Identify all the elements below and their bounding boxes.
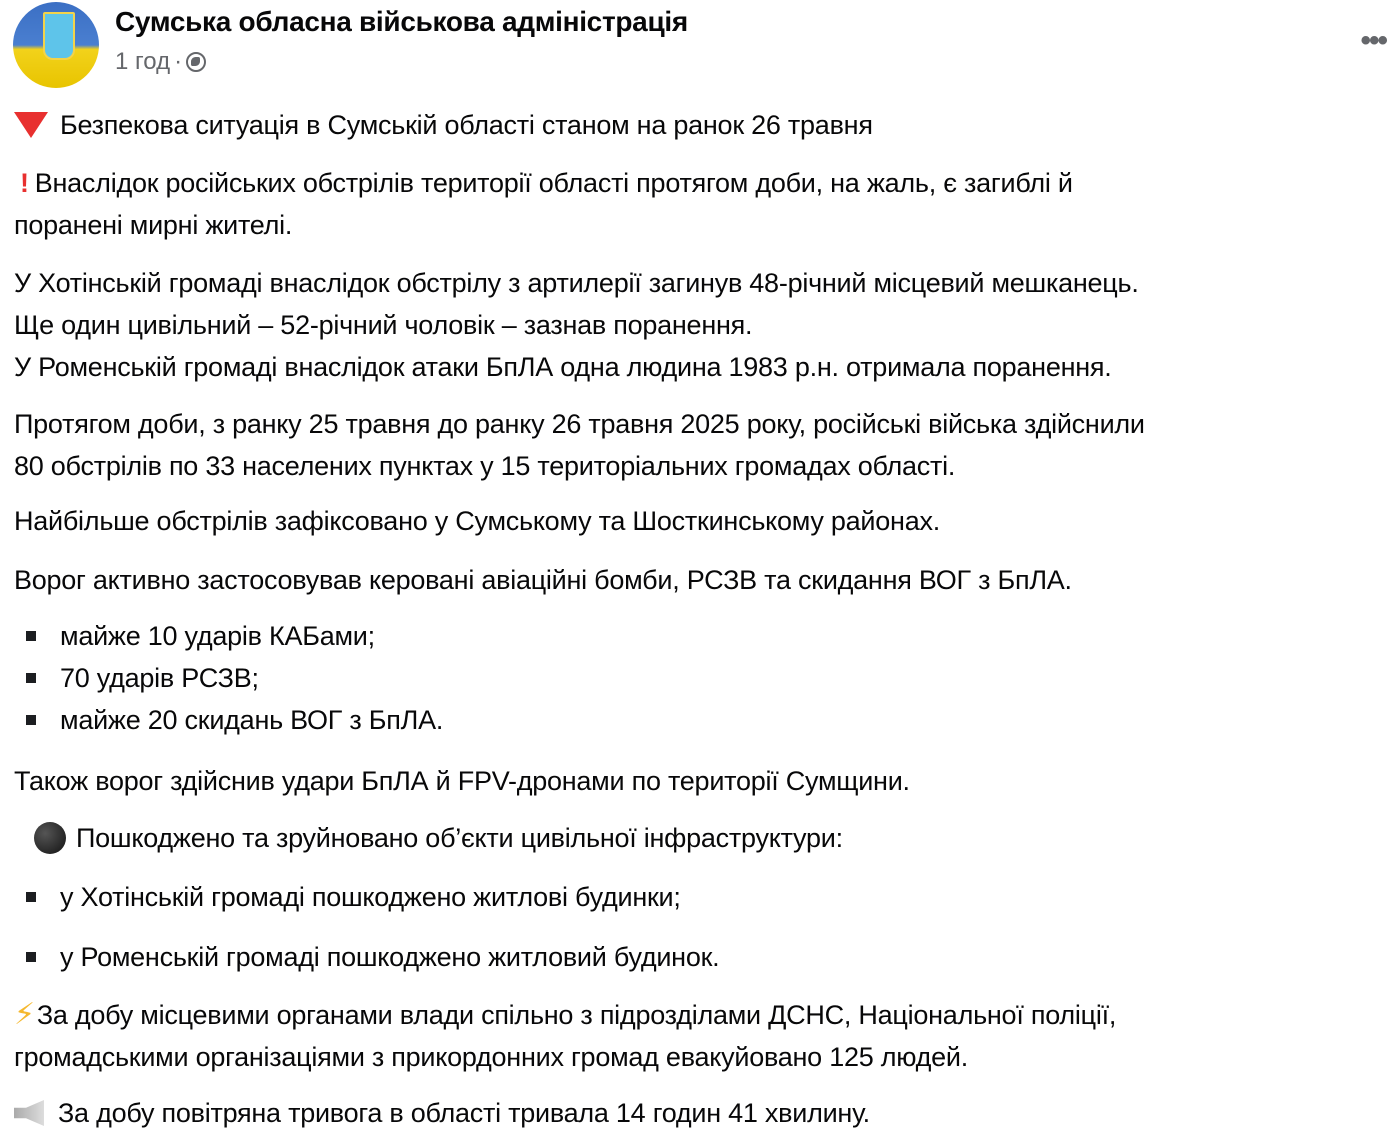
damage-intro-text: Пошкоджено та зруйновано об’єкти цивільної інфраструктури:	[76, 823, 843, 853]
list-item-text: у Хотінській громаді пошкоджено житлові будинки;	[60, 882, 681, 912]
globe-icon	[186, 52, 206, 72]
list-item-text: 70 ударів РСЗВ;	[60, 663, 259, 693]
list-item-text: майже 20 скидань ВОГ з БпЛА.	[60, 705, 444, 735]
list-item	[14, 936, 719, 978]
list-item	[14, 699, 443, 741]
casualties-paragraph	[14, 162, 1073, 246]
text-line: поранені мирні жителі.	[14, 210, 293, 240]
coat-of-arms-icon	[43, 12, 75, 60]
list-item	[14, 615, 443, 657]
lightning-icon: ⚡	[14, 998, 35, 1031]
more-options-button[interactable]: •••	[1360, 24, 1386, 57]
list-item-text: у Роменській громаді пошкоджено житловий будинок.	[60, 942, 720, 972]
text-line: У Роменській громаді внаслідок атаки БпЛА одна людина 1983 р.н. отримала поранення.	[14, 352, 1112, 382]
post-title	[14, 104, 873, 146]
text-line: Ще один цивільний – 52-річний чоловік – зазнав поранення.	[14, 310, 753, 340]
text-line: Внаслідок російських обстрілів території області протягом доби, на жаль, є загиблі й	[34, 168, 1073, 198]
page-avatar[interactable]	[13, 2, 99, 88]
text-line: У Хотінській громаді внаслідок обстрілу з артилерії загинув 48-річний місцевий мешканець.	[14, 268, 1139, 298]
text-line: 80 обстрілів по 33 населених пунктах у 15 територіальних громадах області.	[14, 451, 956, 481]
bullet-icon	[26, 952, 36, 962]
exclamation-icon: !	[20, 168, 29, 198]
weapons-list	[14, 615, 443, 741]
bullet-icon	[26, 892, 36, 902]
red-triangle-icon	[14, 112, 48, 138]
bullet-icon	[26, 673, 36, 683]
evacuation-paragraph	[14, 994, 1116, 1078]
damage-intro	[14, 817, 843, 859]
title-text: Безпекова ситуація в Сумській області станом на ранок 26 травня	[60, 110, 873, 140]
meta-separator: ·	[174, 48, 183, 75]
post-time[interactable]: 1 год	[115, 48, 171, 75]
post-meta	[115, 48, 206, 76]
text-line: Протягом доби, з ранку 25 травня до ранку 26 травня 2025 року, російські війська здійснили	[14, 409, 1145, 439]
list-item	[14, 657, 443, 699]
megaphone-icon	[14, 1100, 44, 1126]
weapons-intro: Ворог активно застосовував керовані авіаційні бомби, РСЗВ та скидання ВОГ з БпЛА.	[14, 565, 1072, 595]
page-name[interactable]: Сумська обласна військова адміністрація	[115, 6, 688, 37]
text-line: громадськими організаціями з прикордонних громад евакуйовано 125 людей.	[14, 1042, 969, 1072]
alarm-paragraph	[14, 1092, 870, 1134]
details-paragraph	[14, 262, 1139, 388]
bullet-icon	[26, 715, 36, 725]
list-item-text: майже 10 ударів КАБами;	[60, 621, 375, 651]
drones-paragraph: Також ворог здійснив удари БпЛА й FPV-дронами по території Сумщини.	[14, 766, 910, 796]
text-line: За добу місцевими органами влади спільно з підрозділами ДСНС, Національної поліції,	[36, 1000, 1117, 1030]
districts-paragraph: Найбільше обстрілів зафіксовано у Сумському та Шосткинському районах.	[14, 506, 940, 536]
bullet-icon	[26, 631, 36, 641]
summary-paragraph	[14, 403, 1145, 487]
list-item	[14, 876, 681, 918]
black-circle-icon	[34, 822, 66, 854]
alarm-text: За добу повітряна тривога в області тривала 14 годин 41 хвилину.	[58, 1098, 870, 1128]
